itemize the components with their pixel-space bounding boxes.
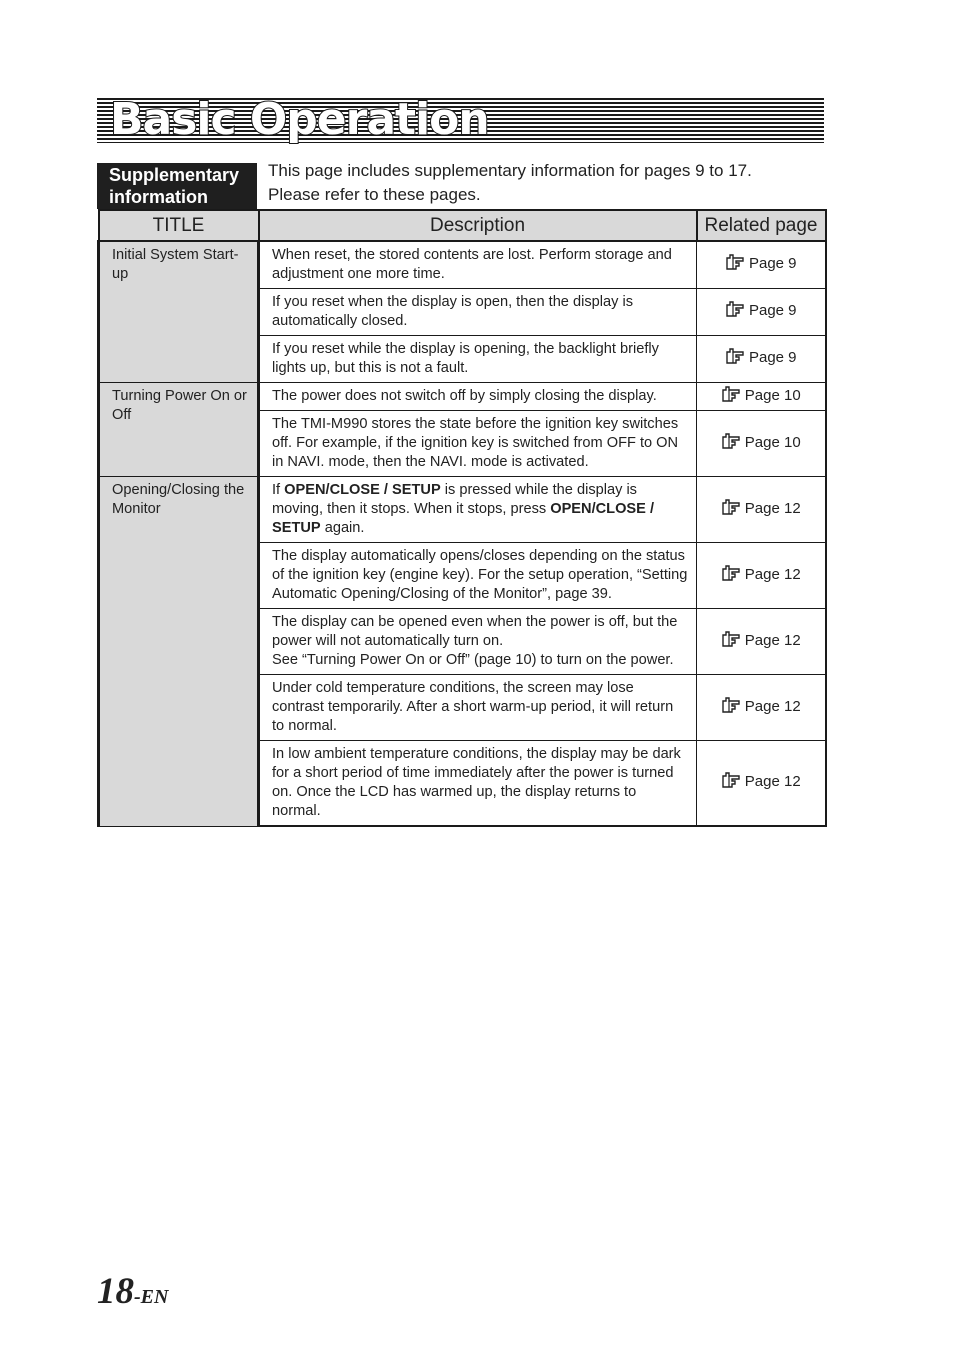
supplementary-text <box>268 159 823 207</box>
related-page-cell <box>697 741 826 827</box>
related-page-cell <box>697 241 826 289</box>
pointing-hand-icon <box>725 253 745 277</box>
supplementary-table <box>97 209 827 827</box>
table-body <box>99 241 826 826</box>
description-cell <box>259 609 697 675</box>
description-cell <box>259 477 697 543</box>
description-cell <box>259 675 697 741</box>
row-title-cell: Initial System Start-up <box>99 241 259 383</box>
description-text: is pressed while the display is moving, then it stops. When it stops, press <box>272 482 637 517</box>
related-page-cell <box>697 609 826 675</box>
page-number-suffix: -EN <box>134 1286 169 1308</box>
row-title-cell: Opening/Closing the Monitor <box>99 477 259 827</box>
column-header-related-page: Related page <box>697 210 826 241</box>
related-page-text: Page 12 <box>744 631 801 649</box>
supplementary-table-container <box>97 209 824 827</box>
pointing-hand-icon <box>721 771 741 795</box>
related-page-cell <box>697 289 826 336</box>
related-page-cell <box>697 411 826 477</box>
table-row <box>99 383 826 411</box>
table-header-row <box>99 210 826 241</box>
description-text: The display can be opened even when the power is off, but the power will not automatically turn on. <box>272 614 678 649</box>
supplementary-line-2: Please refer to these pages. <box>268 185 481 204</box>
description-text: In low ambient temperature conditions, the display may be dark for a short period of time immediately after the power is turned on. Once the LCD has warmed up, the display returns to normal. <box>272 746 681 819</box>
description-text: If you reset while the display is opening, the backlight briefly lights up, but this is not a fault. <box>272 341 659 376</box>
page-number <box>97 1272 168 1317</box>
description-cell <box>259 411 697 477</box>
row-title-cell: Turning Power On or Off <box>99 383 259 477</box>
description-text: See “Turning Power On or Off” (page 10) to turn on the power. <box>272 652 674 668</box>
pointing-hand-icon <box>721 630 741 654</box>
table-row <box>99 241 826 289</box>
description-cell <box>259 543 697 609</box>
related-page-text: Page 12 <box>744 773 801 790</box>
related-page-text: Page 10 <box>744 433 801 451</box>
related-page-cell <box>697 383 826 411</box>
pointing-hand-icon <box>721 385 741 409</box>
related-page-text: Page 12 <box>744 499 801 517</box>
pointing-hand-icon <box>721 564 741 588</box>
description-text: If you reset when the display is open, then the display is automatically closed. <box>272 294 634 329</box>
pointing-hand-icon <box>721 498 741 522</box>
pointing-hand-icon <box>725 347 745 371</box>
page-title: Basic Operation <box>110 94 489 145</box>
pointing-hand-icon <box>725 300 745 324</box>
supplementary-line-1: This page includes supplementary information for pages 9 to 17. <box>268 161 752 180</box>
related-page-text: Page 9 <box>748 255 797 272</box>
description-text: If <box>272 482 285 498</box>
bold-key-label: OPEN/CLOSE / SETUP <box>272 501 655 536</box>
description-cell <box>259 241 697 289</box>
related-page-cell <box>697 477 826 543</box>
description-text: The display automatically opens/closes depending on the status of the ignition key (engine key). For the setup operation, “Setting Automatic Opening/Closing of the Monitor”, page 39. <box>272 548 688 602</box>
description-cell <box>259 336 697 383</box>
related-page-text: Page 12 <box>744 697 801 715</box>
pointing-hand-icon <box>721 432 741 456</box>
supplementary-label: Supplementary information <box>97 163 257 209</box>
description-text: The power does not switch off by simply closing the display. <box>272 388 657 404</box>
related-page-cell <box>697 336 826 383</box>
description-text: When reset, the stored contents are lost. Perform storage and adjustment one more time. <box>272 247 672 282</box>
column-header-description: Description <box>259 210 697 241</box>
related-page-text: Page 9 <box>748 302 797 319</box>
column-header-title: TITLE <box>99 210 259 241</box>
description-text: again. <box>320 520 365 536</box>
description-text: The TMI-M990 stores the state before the ignition key switches off. For example, if the ignition key is switched from OFF to ON in NAVI. mode, then the NAVI. mode is activated. <box>272 416 679 470</box>
related-page-cell <box>697 675 826 741</box>
pointing-hand-icon <box>721 696 741 720</box>
page-number-value: 18 <box>97 1271 134 1312</box>
description-cell <box>259 741 697 827</box>
related-page-text: Page 12 <box>744 565 801 583</box>
bold-key-label: OPEN/CLOSE / SETUP <box>284 482 441 498</box>
table-row <box>99 477 826 543</box>
description-cell <box>259 383 697 411</box>
description-cell <box>259 289 697 336</box>
related-page-cell <box>697 543 826 609</box>
related-page-text: Page 10 <box>744 386 801 404</box>
related-page-text: Page 9 <box>748 349 797 366</box>
description-text: Under cold temperature conditions, the screen may lose contrast temporarily. After a short warm-up period, it will return to normal. <box>272 680 674 734</box>
